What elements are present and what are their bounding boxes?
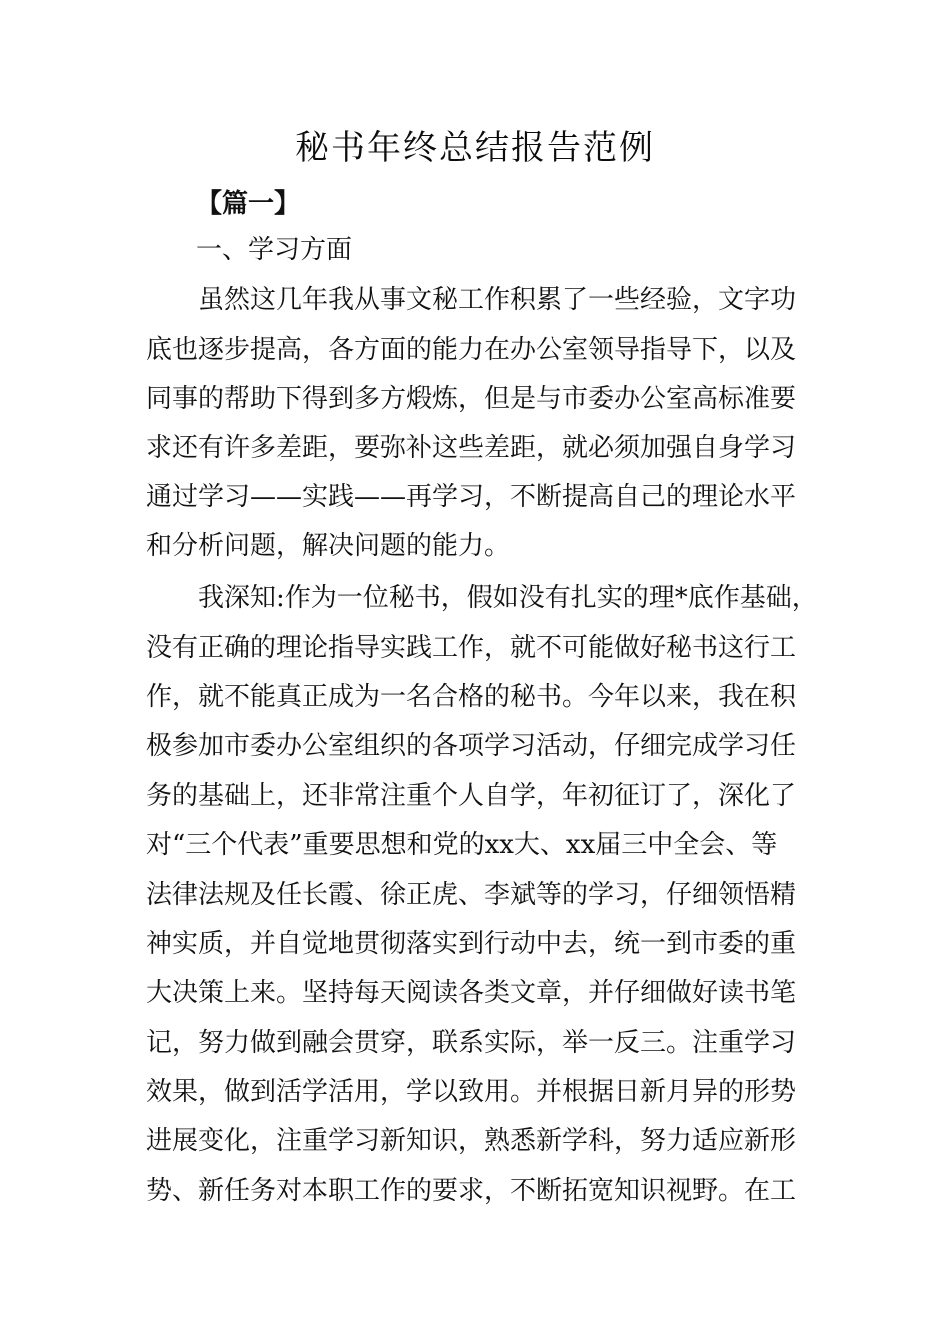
text-line: 通过学习——实践——再学习，不断提高自己的理论水平: [146, 482, 797, 512]
text-line: 求还有许多差距，要弥补这些差距，就必须加强自身学习: [146, 433, 797, 463]
text-line: 极参加市委办公室组织的各项学习活动，仔细完成学习任: [146, 731, 797, 761]
text-line: 对“三个代表”重要思想和党的xx大、xx届三中全会、等: [146, 830, 778, 860]
text-line: 同事的帮助下得到多方煅炼，但是与市委办公室高标准要: [146, 384, 797, 414]
text-line: 虽然这几年我从事文秘工作积累了一些经验，文字功: [198, 285, 797, 315]
text-line: 效果，做到活学活用，学以致用。并根据日新月异的形势: [146, 1077, 797, 1107]
text-line: 和分析问题，解决问题的能力。: [146, 531, 511, 561]
section-tag: 【篇一】: [196, 189, 301, 219]
section-heading: 一、学习方面: [196, 235, 353, 265]
text-line: 法律法规及任长霞、徐正虎、李斌等的学习，仔细领悟精: [146, 880, 797, 910]
text-line: 我深知:作为一位秘书，假如没有扎实的理*底作基础，: [198, 583, 818, 613]
text-line: 势、新任务对本职工作的要求，不断拓宽知识视野。在工: [146, 1176, 797, 1206]
page-title: 秘书年终总结报告范例: [295, 128, 655, 168]
text-line: 神实质，并自觉地贯彻落实到行动中去，统一到市委的重: [146, 929, 797, 959]
text-line: 记，努力做到融会贯穿，联系实际，举一反三。注重学习: [146, 1028, 797, 1058]
text-line: 进展变化，注重学习新知识，熟悉新学科，努力适应新形: [146, 1126, 797, 1156]
text-line: 没有正确的理论指导实践工作，就不可能做好秘书这行工: [146, 633, 797, 663]
text-line: 务的基础上，还非常注重个人自学，年初征订了，深化了: [146, 781, 797, 811]
text-line: 大决策上来。坚持每天阅读各类文章，并仔细做好读书笔: [146, 978, 797, 1008]
text-line: 底也逐步提高，各方面的能力在办公室领导指导下，以及: [146, 335, 797, 365]
text-line: 作，就不能真正成为一名合格的秘书。今年以来，我在积: [146, 682, 797, 712]
